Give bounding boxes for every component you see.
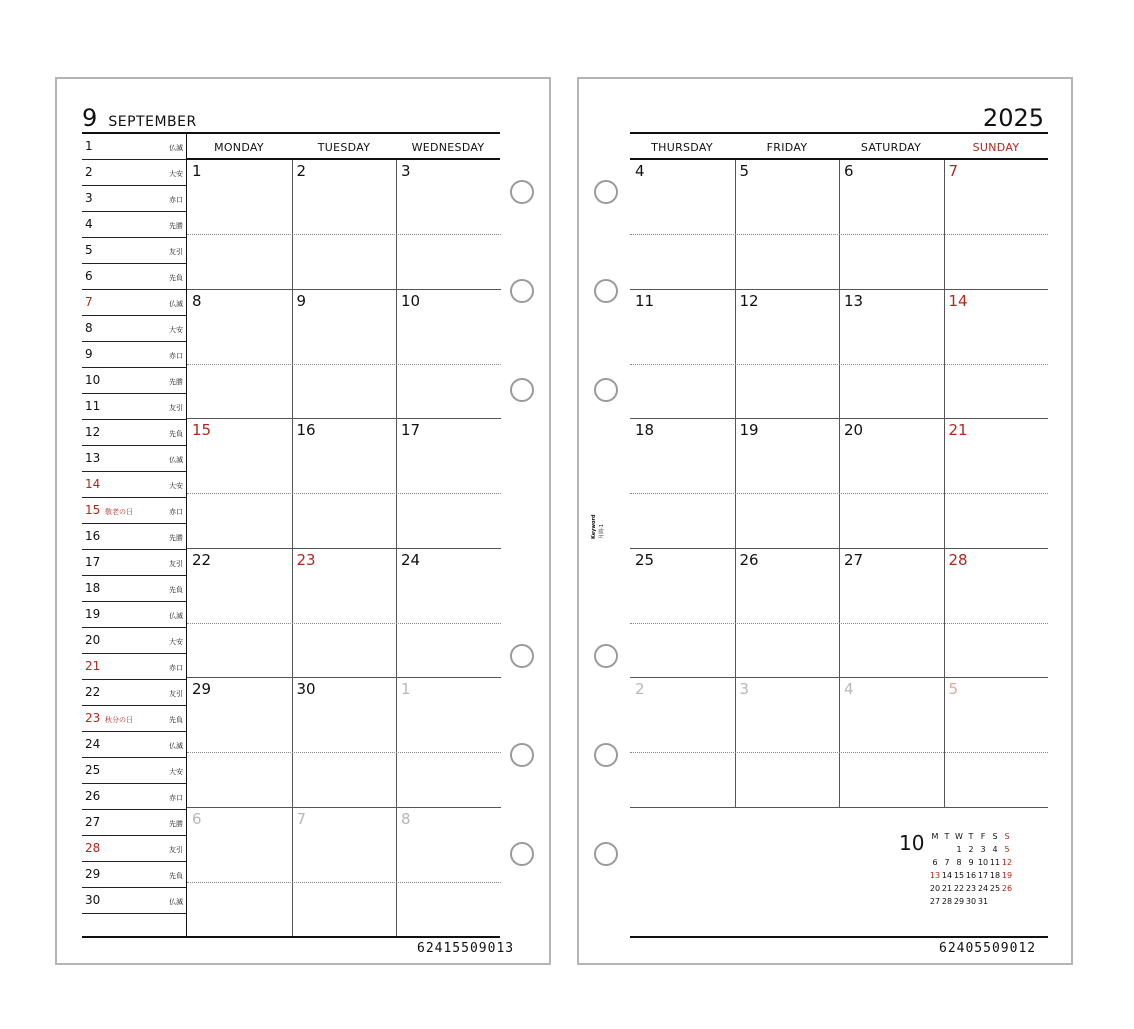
- rokuyo-label: 友引: [169, 404, 183, 412]
- date-list-day: 7: [85, 295, 93, 309]
- date-list-day: 22: [85, 685, 101, 699]
- binder-hole: [510, 279, 534, 303]
- mini-calendar-day: 15: [953, 871, 965, 880]
- rokuyo-label: 仏滅: [169, 456, 183, 464]
- week-divider: [630, 289, 1048, 290]
- date-list-day: 12: [85, 425, 101, 439]
- mini-calendar-day: 24: [977, 884, 989, 893]
- rokuyo-label: 大安: [169, 170, 183, 178]
- day-number: 11: [635, 291, 655, 310]
- grid-column-divider: [839, 160, 840, 808]
- day-number: 20: [844, 421, 864, 440]
- mini-calendar-day: 28: [941, 897, 953, 906]
- rokuyo-label: 先負: [169, 872, 183, 880]
- weekday-thursday: THURSDAY: [651, 141, 713, 154]
- date-list-day: 6: [85, 269, 93, 283]
- day-number: 30: [296, 680, 316, 699]
- date-list-row: [82, 654, 187, 680]
- week-divider: [187, 807, 501, 808]
- mini-calendar-day: 11: [989, 858, 1001, 867]
- date-list-row: [82, 524, 187, 550]
- binder-hole: [594, 743, 618, 767]
- date-list-day: 15: [85, 503, 101, 517]
- day-number: 2: [635, 680, 645, 699]
- day-number: 17: [401, 421, 421, 440]
- day-number: 28: [948, 550, 968, 569]
- day-number: 10: [401, 291, 421, 310]
- date-list-day: 28: [85, 841, 101, 855]
- date-list-day: 10: [85, 373, 101, 387]
- weekday-tuesday: TUESDAY: [317, 141, 371, 154]
- keyword-sub: 月間-1: [599, 524, 605, 539]
- date-list-row: [82, 680, 187, 706]
- day-number: 26: [739, 550, 759, 569]
- day-number: 3: [401, 162, 411, 180]
- date-list-row: [82, 576, 187, 602]
- date-list-row: [82, 212, 187, 238]
- date-list-row: [82, 862, 187, 888]
- day-number: 9: [296, 291, 307, 310]
- rokuyo-label: 先負: [169, 274, 183, 282]
- mini-calendar-day: 3: [980, 845, 986, 854]
- day-number: 21: [948, 421, 968, 440]
- mini-calendar-day: 14: [941, 871, 953, 880]
- mini-calendar-day: 21: [941, 884, 953, 893]
- mini-calendar-day: [989, 895, 1001, 908]
- rokuyo-label: 先勝: [169, 222, 183, 230]
- rokuyo-label: 赤口: [169, 352, 183, 360]
- date-list-day: 11: [85, 399, 101, 413]
- week-divider: [630, 677, 1048, 678]
- binder-hole: [510, 180, 534, 204]
- mini-calendar-day: 31: [977, 897, 989, 906]
- day-number: 13: [844, 291, 864, 310]
- keyword-label: Keyword: [591, 514, 597, 539]
- day-number: 14: [948, 291, 968, 310]
- date-list-day: 23: [85, 711, 101, 725]
- week-divider: [630, 548, 1048, 549]
- day-number: 3: [739, 680, 750, 699]
- date-list-day: 14: [85, 477, 101, 491]
- dotted-guide: [187, 364, 501, 365]
- date-list-row: [82, 134, 187, 160]
- day-number: 19: [739, 421, 759, 440]
- date-list-row: [82, 732, 187, 758]
- mini-calendar-day: 18: [989, 871, 1001, 880]
- mini-calendar-weekday: S: [1004, 832, 1010, 841]
- date-list-day: 1: [85, 139, 93, 153]
- mini-calendar-day: 13: [929, 871, 941, 880]
- date-list-day: 9: [85, 347, 93, 361]
- month-header: [82, 106, 197, 130]
- binder-hole: [594, 644, 618, 668]
- day-number: 4: [635, 162, 645, 180]
- product-code: 62405509012: [939, 941, 1037, 956]
- mini-calendar-day: 5: [1004, 845, 1010, 854]
- dotted-guide: [630, 364, 1048, 365]
- holiday-name: 秋分の日: [105, 716, 133, 724]
- day-number: 5: [739, 162, 750, 180]
- mini-calendar-weekday: W: [955, 832, 963, 841]
- rokuyo-label: 先勝: [169, 378, 183, 386]
- right-page: [577, 77, 1073, 965]
- day-number: 4: [844, 680, 854, 699]
- date-list-row: [82, 316, 187, 342]
- mini-calendar-day: 20: [929, 884, 941, 893]
- date-list-row: [82, 784, 187, 810]
- weekday-friday: FRIDAY: [766, 141, 808, 154]
- day-number: 25: [635, 550, 655, 569]
- weekday-monday: MONDAY: [214, 141, 264, 154]
- date-list-day: 26: [85, 789, 101, 803]
- date-list-row: [82, 368, 187, 394]
- date-list-row: [82, 628, 187, 654]
- binder-hole: [594, 842, 618, 866]
- mini-calendar-day: 27: [929, 897, 941, 906]
- dotted-guide: [187, 623, 501, 624]
- mini-calendar-weekday: T: [968, 832, 974, 841]
- rokuyo-label: 先負: [169, 716, 183, 724]
- grid-column-divider: [944, 160, 945, 808]
- rokuyo-label: 友引: [169, 846, 183, 854]
- date-list-row: [82, 394, 187, 420]
- day-number: 24: [401, 550, 421, 569]
- rokuyo-label: 友引: [169, 248, 183, 256]
- mini-calendar-day: 2: [968, 845, 974, 854]
- date-list-day: 27: [85, 815, 101, 829]
- mini-calendar-day: 22: [953, 884, 965, 893]
- mini-calendar-day: 6: [932, 858, 938, 867]
- rokuyo-label: 仏滅: [169, 144, 183, 152]
- week-divider: [630, 418, 1048, 419]
- binder-hole: [510, 743, 534, 767]
- mini-calendar-weekday: F: [980, 832, 986, 841]
- mini-calendar-month: 10: [899, 831, 925, 855]
- date-list-row: [82, 238, 187, 264]
- day-number: 16: [296, 421, 316, 440]
- day-number: 1: [192, 162, 202, 180]
- product-code: 62415509013: [417, 941, 515, 956]
- month-number: 9: [82, 104, 98, 132]
- grid-column-divider: [735, 160, 736, 808]
- footer-rule: [630, 936, 1048, 938]
- mini-calendar-day: 19: [1001, 871, 1013, 880]
- date-list-day: 16: [85, 529, 101, 543]
- mini-calendar-weekday: T: [944, 832, 950, 841]
- rokuyo-label: 赤口: [169, 196, 183, 204]
- day-number: 22: [192, 550, 212, 569]
- binder-hole: [510, 842, 534, 866]
- rokuyo-label: 仏滅: [169, 300, 183, 308]
- day-number: 1: [401, 680, 411, 699]
- date-list-day: 24: [85, 737, 101, 751]
- rokuyo-label: 友引: [169, 690, 183, 698]
- day-number: 12: [739, 291, 759, 310]
- date-list-day: 4: [85, 217, 93, 231]
- date-list-row: [82, 706, 187, 732]
- date-list-day: 13: [85, 451, 101, 465]
- mini-calendar-day: [929, 843, 941, 856]
- mini-calendar-day: 8: [956, 858, 962, 867]
- date-list-day: 2: [85, 165, 93, 179]
- rokuyo-label: 赤口: [169, 664, 183, 672]
- mini-calendar-weekday: S: [992, 832, 998, 841]
- weekday-sunday: SUNDAY: [972, 141, 1020, 154]
- week-divider: [630, 807, 1048, 808]
- rokuyo-label: 大安: [169, 482, 183, 490]
- mini-calendar-day: 16: [965, 871, 977, 880]
- rokuyo-label: 仏滅: [169, 612, 183, 620]
- mini-calendar-day: [941, 843, 953, 856]
- date-list-row: [82, 758, 187, 784]
- binder-hole: [510, 644, 534, 668]
- rokuyo-label: 先負: [169, 586, 183, 594]
- dotted-guide: [187, 493, 501, 494]
- week-divider: [187, 418, 501, 419]
- mini-calendar-day: 25: [989, 884, 1001, 893]
- date-list-row: [82, 290, 187, 316]
- date-list-day: 21: [85, 659, 101, 673]
- day-number: 8: [192, 291, 202, 310]
- date-list-day: 30: [85, 893, 101, 907]
- mini-calendar-day: 12: [1001, 858, 1013, 867]
- mini-calendar-day: 17: [977, 871, 989, 880]
- rokuyo-label: 大安: [169, 768, 183, 776]
- date-list-day: 19: [85, 607, 101, 621]
- date-list-row: [82, 810, 187, 836]
- footer-rule: [82, 936, 500, 938]
- rokuyo-label: 大安: [169, 326, 183, 334]
- day-number: 23: [296, 550, 316, 569]
- mini-calendar-weekday: M: [931, 832, 939, 841]
- mini-calendar-day: 10: [977, 858, 989, 867]
- date-list-row: [82, 602, 187, 628]
- week-divider: [187, 677, 501, 678]
- date-list-row: [82, 342, 187, 368]
- date-list-row: [82, 420, 187, 446]
- rokuyo-label: 赤口: [169, 508, 183, 516]
- dotted-guide: [630, 752, 1048, 753]
- date-list-row: [82, 186, 187, 212]
- date-list-day: 29: [85, 867, 101, 881]
- rokuyo-label: 赤口: [169, 794, 183, 802]
- date-list-row: [82, 160, 187, 186]
- day-number: 18: [635, 421, 655, 440]
- year-label: 2025: [982, 104, 1044, 132]
- week-divider: [187, 548, 501, 549]
- dotted-guide: [187, 882, 501, 883]
- rokuyo-label: 友引: [169, 560, 183, 568]
- dotted-guide: [187, 234, 501, 235]
- rokuyo-label: 先勝: [169, 820, 183, 828]
- dotted-guide: [187, 752, 501, 753]
- day-number: 5: [948, 680, 959, 699]
- rokuyo-label: 仏滅: [169, 742, 183, 750]
- rokuyo-label: 仏滅: [169, 898, 183, 906]
- mini-calendar-day: 9: [968, 858, 974, 867]
- date-list-row: [82, 836, 187, 862]
- date-list-row: [82, 888, 187, 914]
- date-list-row: [82, 264, 187, 290]
- date-list: [82, 134, 187, 914]
- mini-calendar-table: [929, 830, 1013, 908]
- binder-hole: [594, 279, 618, 303]
- day-number: 6: [844, 162, 854, 180]
- date-list-row: [82, 472, 187, 498]
- date-list-day: 25: [85, 763, 101, 777]
- dotted-guide: [630, 623, 1048, 624]
- right-calendar-grid: [630, 160, 1048, 808]
- keyword-mark: [589, 509, 619, 539]
- day-number: 2: [296, 162, 307, 180]
- day-number: 7: [296, 810, 307, 828]
- binder-hole: [594, 378, 618, 402]
- mini-calendar-day: 23: [965, 884, 977, 893]
- left-page: [55, 77, 551, 965]
- binder-hole: [594, 180, 618, 204]
- date-list-day: 8: [85, 321, 93, 335]
- day-number: 6: [192, 810, 202, 828]
- mini-calendar-day: 1: [956, 845, 962, 854]
- date-list-row: [82, 550, 187, 576]
- rokuyo-label: 先負: [169, 430, 183, 438]
- day-number: 7: [948, 162, 959, 180]
- mini-calendar-day: [1001, 895, 1013, 908]
- date-list-day: 5: [85, 243, 93, 257]
- holiday-name: 敬老の日: [105, 508, 133, 516]
- dotted-guide: [630, 493, 1048, 494]
- date-list-day: 17: [85, 555, 101, 569]
- binder-hole: [510, 378, 534, 402]
- grid-column-divider: [292, 160, 293, 938]
- weekday-wednesday: WEDNESDAY: [411, 141, 485, 154]
- header-rule: [630, 132, 1048, 134]
- mini-calendar-day: 26: [1001, 884, 1013, 893]
- date-list-day: 20: [85, 633, 101, 647]
- rokuyo-label: 先勝: [169, 534, 183, 542]
- mini-calendar-day: 29: [953, 897, 965, 906]
- dotted-guide: [630, 234, 1048, 235]
- date-list-day: 18: [85, 581, 101, 595]
- date-list-row: [82, 498, 187, 524]
- week-divider: [187, 289, 501, 290]
- mini-calendar-day: 4: [992, 845, 998, 854]
- left-calendar-grid: [187, 160, 500, 937]
- mini-calendar-day: 30: [965, 897, 977, 906]
- grid-column-divider: [396, 160, 397, 938]
- mini-calendar-day: 7: [944, 858, 950, 867]
- day-number: 8: [401, 810, 411, 828]
- day-number: 15: [192, 421, 212, 440]
- date-list-row: [82, 446, 187, 472]
- day-number: 27: [844, 550, 864, 569]
- month-name: SEPTEMBER: [108, 114, 197, 130]
- date-list-day: 3: [85, 191, 93, 205]
- weekday-saturday: SATURDAY: [860, 141, 922, 154]
- rokuyo-label: 大安: [169, 638, 183, 646]
- day-number: 29: [192, 680, 212, 699]
